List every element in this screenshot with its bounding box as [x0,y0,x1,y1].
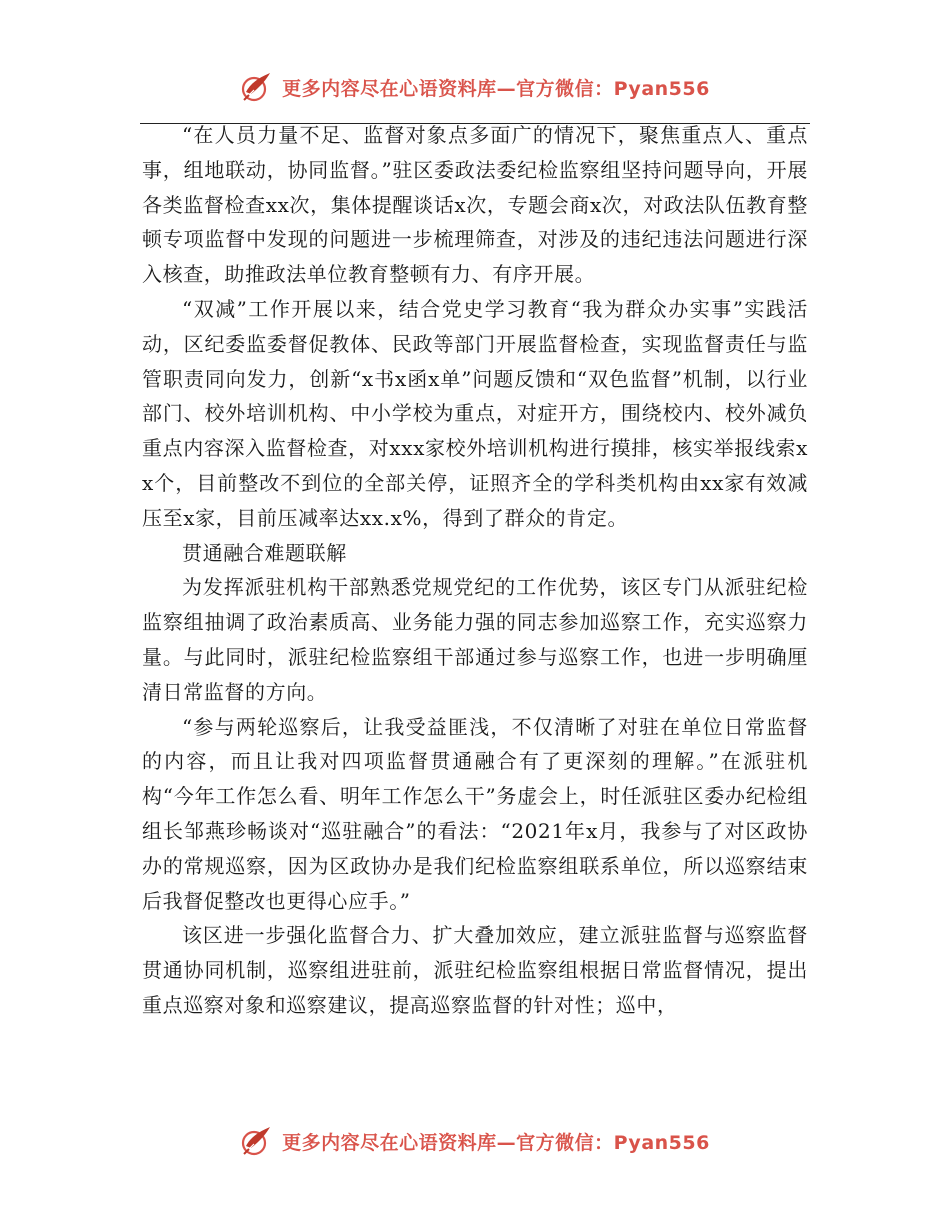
quill-pen-logo-icon [240,1124,274,1158]
paragraph-3: 为发挥派驻机构干部熟悉党规党纪的工作优势，该区专门从派驻纪检监察组抽调了政治素质高、业务能力强的同志参加巡察工作，充实巡察力量。与此同时，派驻纪检监察组干部通过参与巡察工作，也进一步明确厘清日常监督的方向。 [142,575,808,704]
section-heading: 贯通融合难题联解 [182,540,347,565]
paragraph-1: “在人员力量不足、监督对象点多面广的情况下，聚焦重点人、重点事，组地联动，协同监督。”驻区委政法委纪检监察组坚持问题导向，开展各类监督检查xx次，集体提醒谈话x次，专题会商x次，对政法队伍教育整顿专项监督中发现的问题进一步梳理筛查，对涉及的违纪违法问题进行深入核查，助推政法单位教育整顿有力、有序开展。 [142,123,808,287]
footer-banner-text: 更多内容尽在心语资料库—官方微信：Pyan556 [282,1131,710,1154]
paragraph-2: “双减”工作开展以来，结合党史学习教育“我为群众办实事”实践活动，区纪委监委督促教体、民政等部门开展监督检查，实现监督责任与监管职责同向发力，创新“x书x函x单”问题反馈和“双色监督”机制，以行业部门、校外培训机构、中小学校为重点，对症开方，围绕校内、校外减负重点内容深入监督检查，对xxx家校外培训机构进行摸排，核实举报线索xx个，目前整改不到位的全部关停，证照齐全的学科类机构由xx家有效减压至x家，目前压减率达xx.x%，得到了群众的肯定。 [142,296,808,530]
paragraph-5: 该区进一步强化监督合力、扩大叠加效应，建立派驻监督与巡察监督贯通协同机制，巡察组进驻前，派驻纪检监察组根据日常监督情况，提出重点巡察对象和巡察建议，提高巡察监督的针对性；巡中， [142,923,808,1017]
header-banner-text: 更多内容尽在心语资料库—官方微信：Pyan556 [282,77,710,100]
header-banner [0,70,950,104]
footer-banner [0,1124,950,1158]
document-body [142,118,808,1023]
quill-pen-logo-icon [240,70,274,104]
paragraph-4: “参与两轮巡察后，让我受益匪浅，不仅清晰了对驻在单位日常监督的内容，而且让我对四项监督贯通融合有了更深刻的理解。”在派驻机构“今年工作怎么看、明年工作怎么干”务虚会上，时任派驻区委办纪检组组长邹燕珍畅谈对“巡驻融合”的看法：“2021年x月，我参与了对区政协办的常规巡察，因为区政协办是我们纪检监察组联系单位，所以巡察结束后我督促整改也更得心应手。” [142,714,808,913]
